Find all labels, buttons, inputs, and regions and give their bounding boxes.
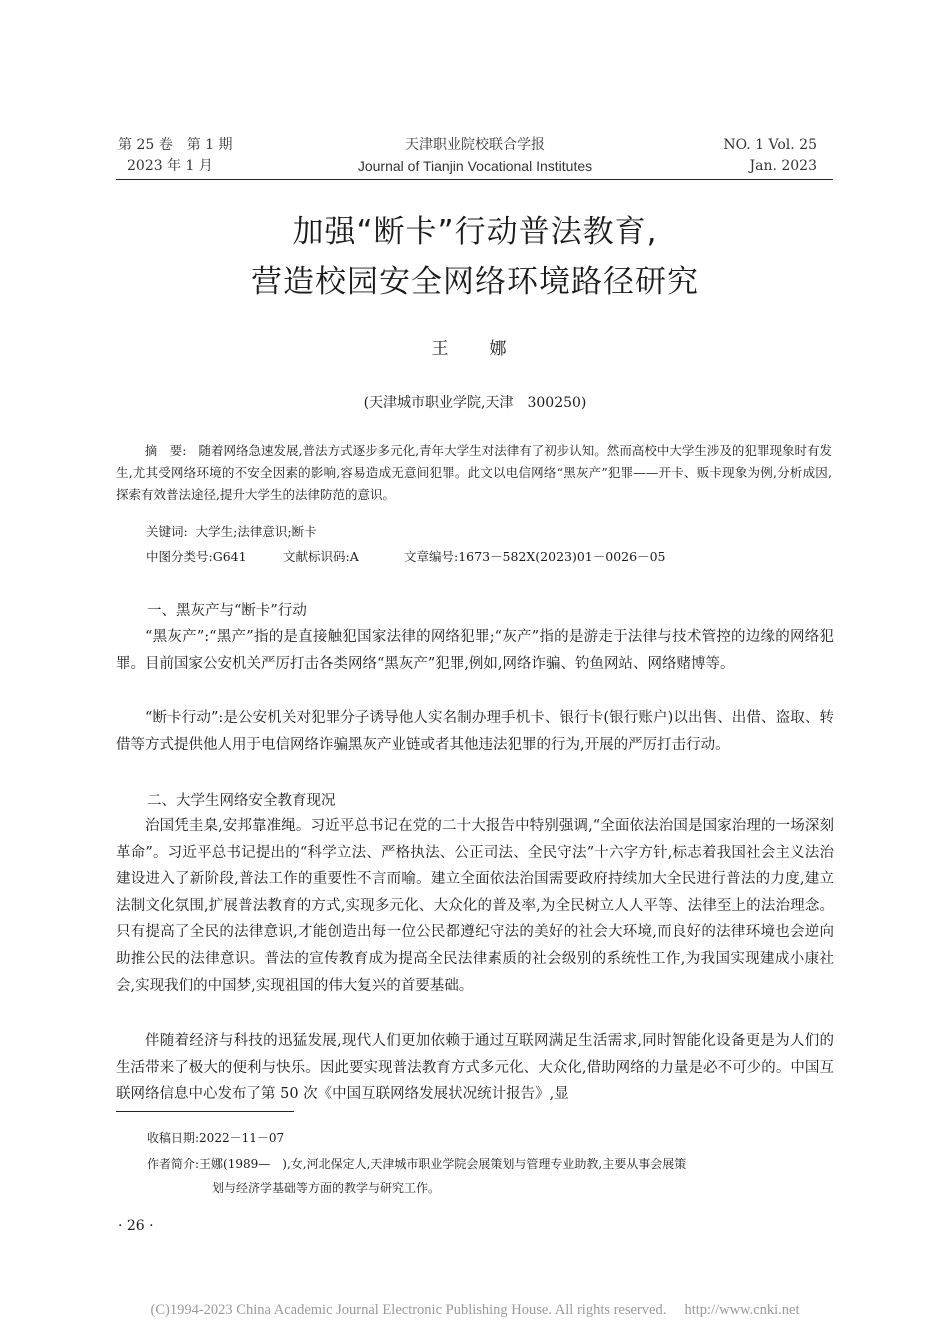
volume-issue: 第 25 卷 第 1 期 [118,137,233,153]
abstract-text: 随着网络急速发展,普法方式逐步多元化,青年大学生对法律有了初步认知。然而高校中大学生涉及的犯罪现象时有发生,尤其受网络环境的不安全因素的影响,容易造成无意间犯罪。此文以电信网络“黑灰产”犯罪——开卡、贩卡现象为例,分析成因,探索有效普法途径,提升大学生的法律防范的意识。 [116,443,833,502]
page-number: · 26 · [118,1218,154,1234]
journal-name-en: Journal of Tianjin Vocational Institutes [357,158,593,174]
affiliation: (天津城市职业学院,天津 300250) [363,395,587,411]
clc-number: 中图分类号:G641 [146,549,247,564]
article-number: 文章编号:1673－582X(2023)01－0026－05 [404,549,666,564]
footnote-rule [116,1111,294,1112]
section-2-paragraph-1: 治国凭圭臬,安邦靠准绳。习近平总书记在党的二十大报告中特别强调,“全面依法治国是国家治理的一场深刻革命”。习近平总书记提出的“科学立法、严格执法、公正司法、全民守法”十六字方针,标志着我国社会主义法治建设进入了新阶段,普法工作的重要性不言而喻。建立全面依法治国需要政府持续加大全民进行普法的力度,建立法制文化氛围,扩展普法教育的方式,实现多元化、大众化的普及率,为全民树立人人平等、法律至上的法治理念。只有提高了全民的法律意识,才能创造出每一位公民都遵纪守法的美好的社会大环境,而良好的法律环境也会逆向助推公民的法律意识。普法的宣传教育成为提高全民法律素质的社会级别的系统性工作,为我国实现建成小康社会,实现我们的中国梦,实现祖国的伟大复兴的首要基础。 [116,818,834,994]
copyright-line: (C)1994-2023 China Academic Journal Electronic Publishing House. All rights reserved. http://www.cnki.net [150,1302,800,1318]
issue-vol-en: NO. 1 Vol. 25 [723,137,817,153]
document-code: 文献标识码:A [283,549,359,564]
journal-name-cn: 天津职业院校联合学报 [405,137,545,153]
section-2-paragraph-2: 伴随着经济与科技的迅猛发展,现代人们更加依赖于通过互联网满足生活需求,同时智能化设备更是为人们的生活带来了极大的便利与快乐。因此要实现普法教育方式多元化、大众化,借助网络的力量是必不可少的。中国互联网络信息中心发布了第 50 次《中国互联网络发展状况统计报告》,显 [116,1033,834,1103]
section-1-paragraph-2: “断卡行动”:是公安机关对犯罪分子诱导他人实名制办理手机卡、银行卡(银行账户)以出售、出借、盗取、转借等方式提供他人用于电信网络诈骗黑灰产业链或者其他违法犯罪的行为,开展的严厉打击行动。 [116,710,834,753]
received-date: 收稿日期:2022－11－07 [147,1131,285,1145]
abstract [116,440,832,506]
author-bio-line-2: 划与经济学基础等方面的教学与研究工作。 [212,1181,441,1195]
author-bio-line-1: 作者简介:王娜(1989— ),女,河北保定人,天津城市职业学院会展策划与管理专业助教,主要从事会展策 [147,1157,687,1171]
title-line-2: 营造校园安全网络环境路径研究 [251,264,699,300]
keywords [146,522,317,540]
author-name: 王 娜 [431,339,519,359]
section-1-heading: 一、黑灰产与“断卡”行动 [147,603,307,619]
issue-date-cn: 2023 年 1 月 [127,158,213,174]
keywords-label: 关键词: [146,524,188,539]
section-1-paragraph-1: “黑灰产”:“黑产”指的是直接触犯国家法律的网络犯罪;“灰产”指的是游走于法律与技术管控的边缘的网络犯罪。目前国家公安机关严厉打击各类网络“黑灰产”犯罪,例如,网络诈骗、钓鱼网站、网络赌博等。 [116,629,834,672]
header-rule [116,179,833,180]
keywords-value: 大学生;法律意识;断卡 [195,524,317,539]
section-2-heading: 二、大学生网络安全教育现况 [147,793,336,809]
issue-date-en: Jan. 2023 [749,158,817,174]
title-line-1: 加强“断卡”行动普法教育, [292,214,658,250]
abstract-label: 摘 要: [144,443,187,458]
